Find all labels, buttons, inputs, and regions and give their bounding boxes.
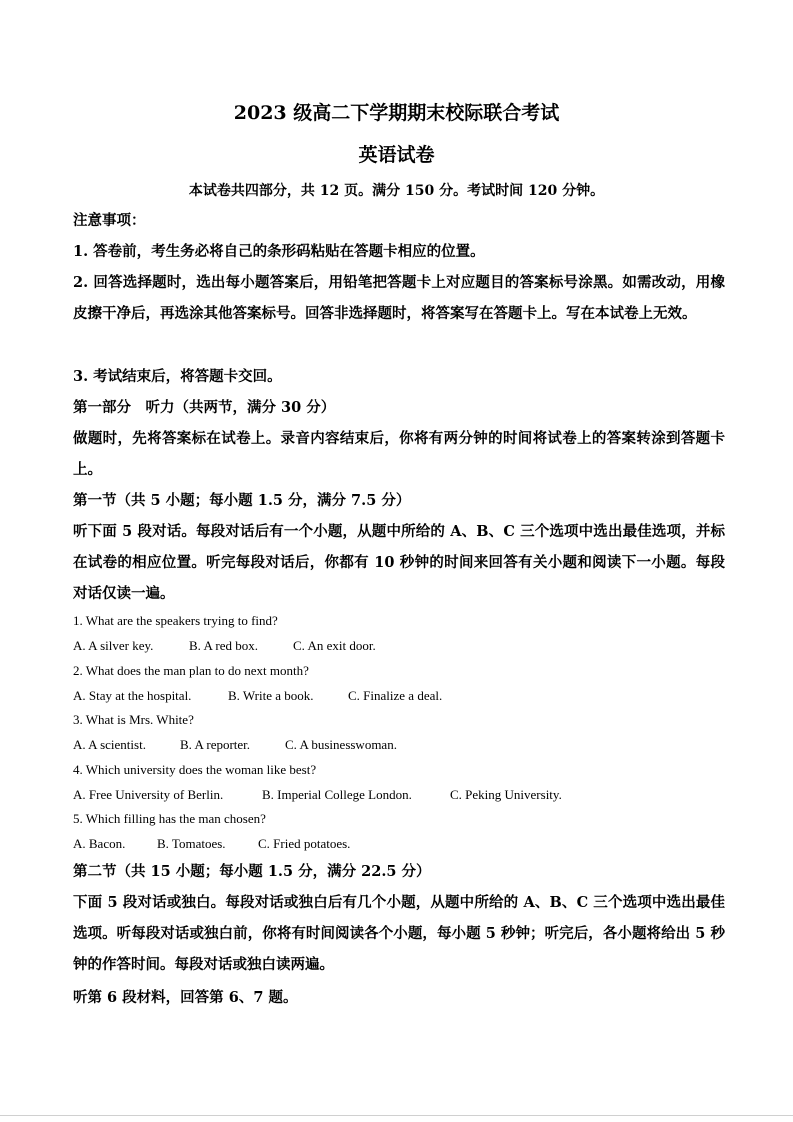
section1-instruction: 听下面 5 段对话。每段对话后有一个小题，从题中所给的 A、B、C 三个选项中选出最佳选项，并标在试卷的相应位置。听完每段对话后，你都有 10 秒钟的时间来回答有关小题和阅读下一小题。每段对话仅读一遍。: [73, 523, 725, 602]
option-b: B. A reporter.: [180, 737, 251, 752]
part1-instruction: 做题时，先将答案标在试卷上。录音内容结束后，你将有两分钟的时间将试卷上的答案转涂到答题卡上。: [73, 430, 725, 478]
option-a: A. Bacon.: [73, 836, 126, 851]
option-c: C. A businesswoman.: [285, 737, 397, 752]
material-note: 听第 6 段材料，回答第 6、7 题。: [73, 989, 298, 1006]
section2-instruction: 下面 5 段对话或独白。每段对话或独白后有几个小题，从题中所给的 A、B、C 三个选项中选出最佳选项。听每段对话或独白前，你将有时间阅读各个小题，每小题 5 秒钟；听完后，各小题将给出 5 秒钟的作答时间。每段对话或独白读两遍。: [73, 894, 725, 973]
option-a: A. A scientist.: [73, 737, 146, 752]
option-c: C. Peking University.: [450, 787, 562, 802]
option-b: B. Tomatoes.: [157, 836, 226, 851]
exam-title: 2023 级高二下学期期末校际联合考试: [233, 102, 560, 124]
subject-title: 英语试卷: [358, 144, 435, 166]
notes-heading: 注意事项：: [73, 212, 146, 229]
option-a: A. Stay at the hospital.: [73, 688, 192, 703]
note-item-2: 2. 回答选择题时，选出每小题答案后，用铅笔把答题卡上对应题目的答案标号涂黑。如需改动，用橡皮擦干净后，再选涂其他答案标号。回答非选择题时，将答案写在答题卡上。写在本试卷上无效。: [73, 274, 725, 322]
option-c: C. Finalize a deal.: [348, 688, 443, 703]
part1-heading: 第一部分 听力（共两节，满分 30 分）: [73, 399, 336, 416]
note-item-3: 3. 考试结束后，将答题卡交回。: [73, 368, 282, 385]
option-a: A. Free University of Berlin.: [73, 787, 224, 802]
option-c: C. Fried potatoes.: [258, 836, 351, 851]
question-stem: 4. Which university does the woman like best?: [73, 762, 317, 777]
option-b: B. Write a book.: [228, 688, 314, 703]
page-bottom-rule: [0, 1115, 793, 1116]
option-c: C. An exit door.: [293, 638, 376, 653]
section2-heading: 第二节（共 15 小题；每小题 1.5 分，满分 22.5 分）: [73, 863, 431, 880]
note-item-1: 1. 答卷前，考生务必将自己的条形码粘贴在答题卡相应的位置。: [73, 243, 485, 260]
option-b: B. Imperial College London.: [262, 787, 412, 802]
section1-heading: 第一节（共 5 小题；每小题 1.5 分，满分 7.5 分）: [73, 492, 411, 509]
question-stem: 2. What does the man plan to do next month?: [73, 663, 309, 678]
option-a: A. A silver key.: [73, 638, 154, 653]
question-stem: 1. What are the speakers trying to find?: [73, 613, 278, 628]
option-b: B. A red box.: [189, 638, 258, 653]
question-stem: 5. Which filling has the man chosen?: [73, 811, 266, 826]
exam-info: 本试卷共四部分，共 12 页。满分 150 分。考试时间 120 分钟。: [188, 183, 605, 199]
question-stem: 3. What is Mrs. White?: [73, 712, 194, 727]
